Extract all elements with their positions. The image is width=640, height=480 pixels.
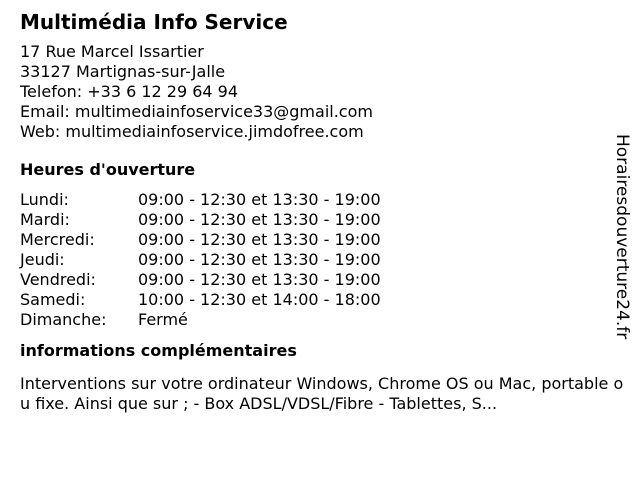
contact-block [20, 42, 620, 142]
hours-heading: Heures d'ouverture [20, 160, 196, 179]
hours-day: Dimanche: [20, 310, 107, 329]
site-watermark: Horairesdouverture24.fr [612, 134, 632, 340]
hours-time: 09:00 - 12:30 et 13:30 - 19:00 [138, 190, 381, 209]
hours-time: Fermé [138, 310, 188, 329]
hours-time: 09:00 - 12:30 et 13:30 - 19:00 [138, 270, 381, 289]
info-description: Interventions sur votre ordinateur Windows, Chrome OS ou Mac, portable ou fixe. Ainsi que sur ; - Box ADSL/VDSL/Fibre - Tablettes, S... [20, 374, 624, 413]
hours-day: Lundi: [20, 190, 69, 209]
hours-day: Vendredi: [20, 270, 96, 289]
business-name: Multimédia Info Service [20, 10, 288, 34]
hours-day: Jeudi: [20, 250, 65, 269]
hours-row [20, 310, 620, 330]
hours-time: 09:00 - 12:30 et 13:30 - 19:00 [138, 210, 381, 229]
hours-day: Mercredi: [20, 230, 95, 249]
hours-row [20, 230, 620, 250]
hours-row [20, 270, 620, 290]
hours-row [20, 190, 620, 210]
street-address: 17 Rue Marcel Issartier [20, 42, 204, 61]
hours-time: 09:00 - 12:30 et 13:30 - 19:00 [138, 230, 381, 249]
hours-row [20, 290, 620, 310]
info-heading: informations complémentaires [20, 341, 297, 360]
phone-number: Telefon: +33 6 12 29 64 94 [20, 82, 239, 101]
postal-city: 33127 Martignas-sur-Jalle [20, 62, 226, 81]
hours-time: 10:00 - 12:30 et 14:00 - 18:00 [138, 290, 381, 309]
hours-day: Mardi: [20, 210, 70, 229]
website: Web: multimediainfoservice.jimdofree.com [20, 122, 364, 141]
hours-day: Samedi: [20, 290, 86, 309]
hours-table [20, 190, 620, 330]
email-address: Email: multimediainfoservice33@gmail.com [20, 102, 373, 121]
hours-row [20, 210, 620, 230]
hours-row [20, 250, 620, 270]
hours-time: 09:00 - 12:30 et 13:30 - 19:00 [138, 250, 381, 269]
